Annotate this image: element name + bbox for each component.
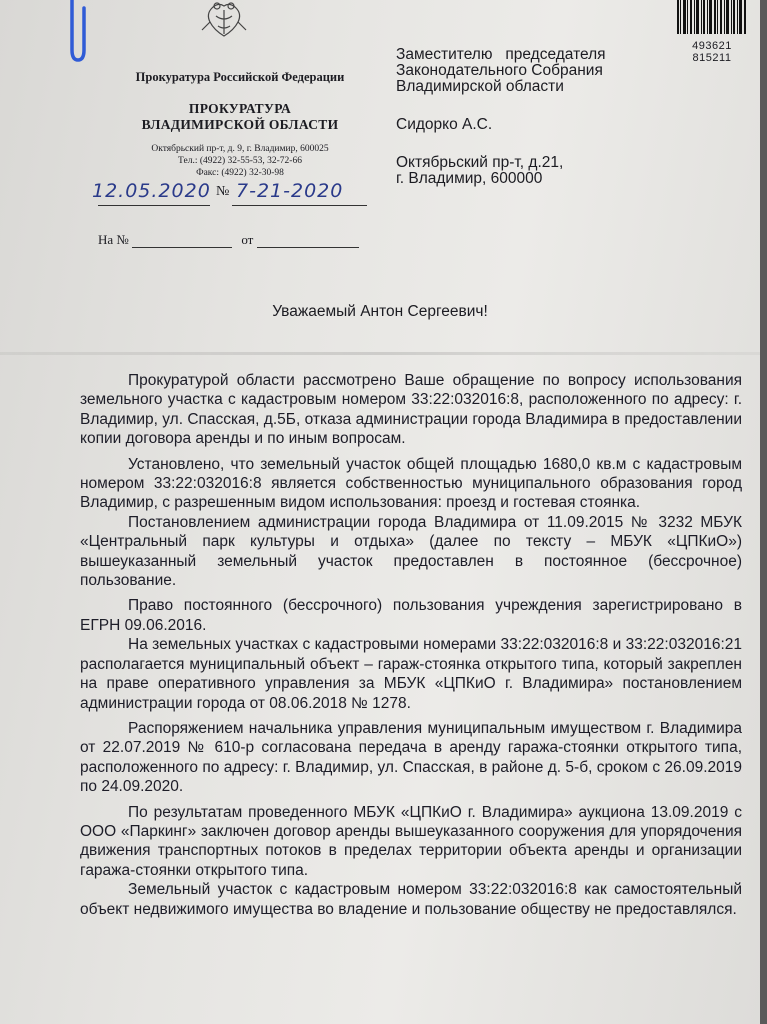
addressee-line2: Законодательного Собрания bbox=[396, 62, 603, 79]
paragraph-8: Земельный участок с кадастровым номером 33:22:032016:8 как самостоятельный объект недвижимого имущества во владение и пользование обществу не предоставлялся. bbox=[80, 881, 742, 918]
addressee-name: Сидорко А.С. bbox=[396, 116, 493, 133]
org-name bbox=[100, 101, 380, 133]
handwritten-date: 12.05.2020 bbox=[92, 180, 211, 202]
paragraph-4: Право постоянного (бессрочного) пользования учреждения зарегистрировано в ЕГРН 09.06.2016. bbox=[80, 597, 742, 634]
addressee-block bbox=[396, 47, 716, 187]
barcode-number: 493621 815211 bbox=[692, 40, 732, 64]
ot-blank bbox=[257, 247, 359, 248]
addressee-address1: Октябрьский пр-т, д.21, bbox=[396, 154, 564, 171]
paperclip-icon bbox=[66, 0, 90, 66]
addressee-line1: Заместителю председателя bbox=[396, 46, 606, 63]
handwritten-number: 7-21-2020 bbox=[236, 180, 344, 202]
org-top-title: Прокуратура Российской Федерации bbox=[135, 70, 345, 84]
sender-header bbox=[100, 70, 380, 179]
paragraph-1: Прокуратурой области рассмотрено Ваше обращение по вопросу использования земельного участка с кадастровым номером 33:22:032016:8, расположенного по адресу: г. Владимир, ул. Спасская, д.5Б, отказа администрации города Владимира в предоставлении копии договора аренды и по иным вопросам. bbox=[80, 372, 742, 448]
number-underline bbox=[232, 205, 367, 206]
org-name-line2: ВЛАДИМИРСКОЙ ОБЛАСТИ bbox=[141, 117, 339, 132]
number-label: № bbox=[216, 184, 230, 199]
addressee-line3: Владимирской области bbox=[396, 78, 564, 95]
paragraph-6: Распоряжением начальника управления муниципальным имуществом г. Владимира от 22.07.2019 № 610-р согласована передача в аренду гаража-стоянки открытого типа, расположенного по адресу: г. Владимир, ул. Спасская, в районе д. 5-б, сроком с 26.09.2019 по 24.09.2020. bbox=[80, 719, 742, 796]
barcode bbox=[676, 0, 748, 64]
date-underline bbox=[98, 205, 210, 206]
barcode-bars-icon bbox=[676, 0, 748, 34]
coat-of-arms-icon bbox=[200, 0, 248, 42]
addressee-address2: г. Владимир, 600000 bbox=[396, 170, 543, 187]
reference-line bbox=[98, 232, 378, 248]
paper-fold bbox=[0, 352, 760, 355]
na-label: На № bbox=[98, 232, 129, 247]
greeting: Уважаемый Антон Сергеевич! bbox=[272, 303, 488, 320]
paragraph-7: По результатам проведенного МБУК «ЦПКиО г. Владимира» аукциона 13.09.2019 с ООО «Паркинг» заключен договор аренды вышеуказанного сооружения для упорядочения движения транспортных потоков в пределах территории объекта аренды и организации гаража-стоянки открытого типа. bbox=[80, 803, 742, 879]
org-fax: Факс: (4922) 32-30-98 bbox=[196, 168, 284, 178]
ot-label: от bbox=[241, 232, 254, 247]
org-phone: Тел.: (4922) 32-55-53, 32-72-66 bbox=[178, 156, 302, 166]
na-blank bbox=[132, 247, 232, 248]
paragraph-5: На земельных участках с кадастровыми номерами 33:22:032016:8 и 33:22:032016:21 располагается муниципальный объект – гараж-стоянка открытого типа, который закреплен на праве оперативного управления за МБУК «ЦПКиО г. Владимира» постановлением администрации города от 08.06.2018 № 1278. bbox=[80, 636, 742, 712]
letter-body bbox=[80, 371, 742, 919]
org-contacts bbox=[100, 143, 380, 179]
org-address: Октябрьский пр-т, д. 9, г. Владимир, 600025 bbox=[151, 144, 329, 154]
paragraph-3: Постановлением администрации города Владимира от 11.09.2015 № 3232 МБУК «Центральный парк культуры и отдыха» (далее по тексту – МБУК «ЦПКиО») вышеуказанный земельный участок предоставлен в постоянное (бессрочное) пользование. bbox=[80, 513, 742, 590]
paragraph-2: Установлено, что земельный участок общей площадью 1680,0 кв.м с кадастровым номером 33:22:032016:8 является собственностью муниципального образования город Владимир, с разрешенным видом использования: проезд и гостевая стоянка. bbox=[80, 455, 742, 512]
org-name-line1: ПРОКУРАТУРА bbox=[188, 101, 292, 116]
